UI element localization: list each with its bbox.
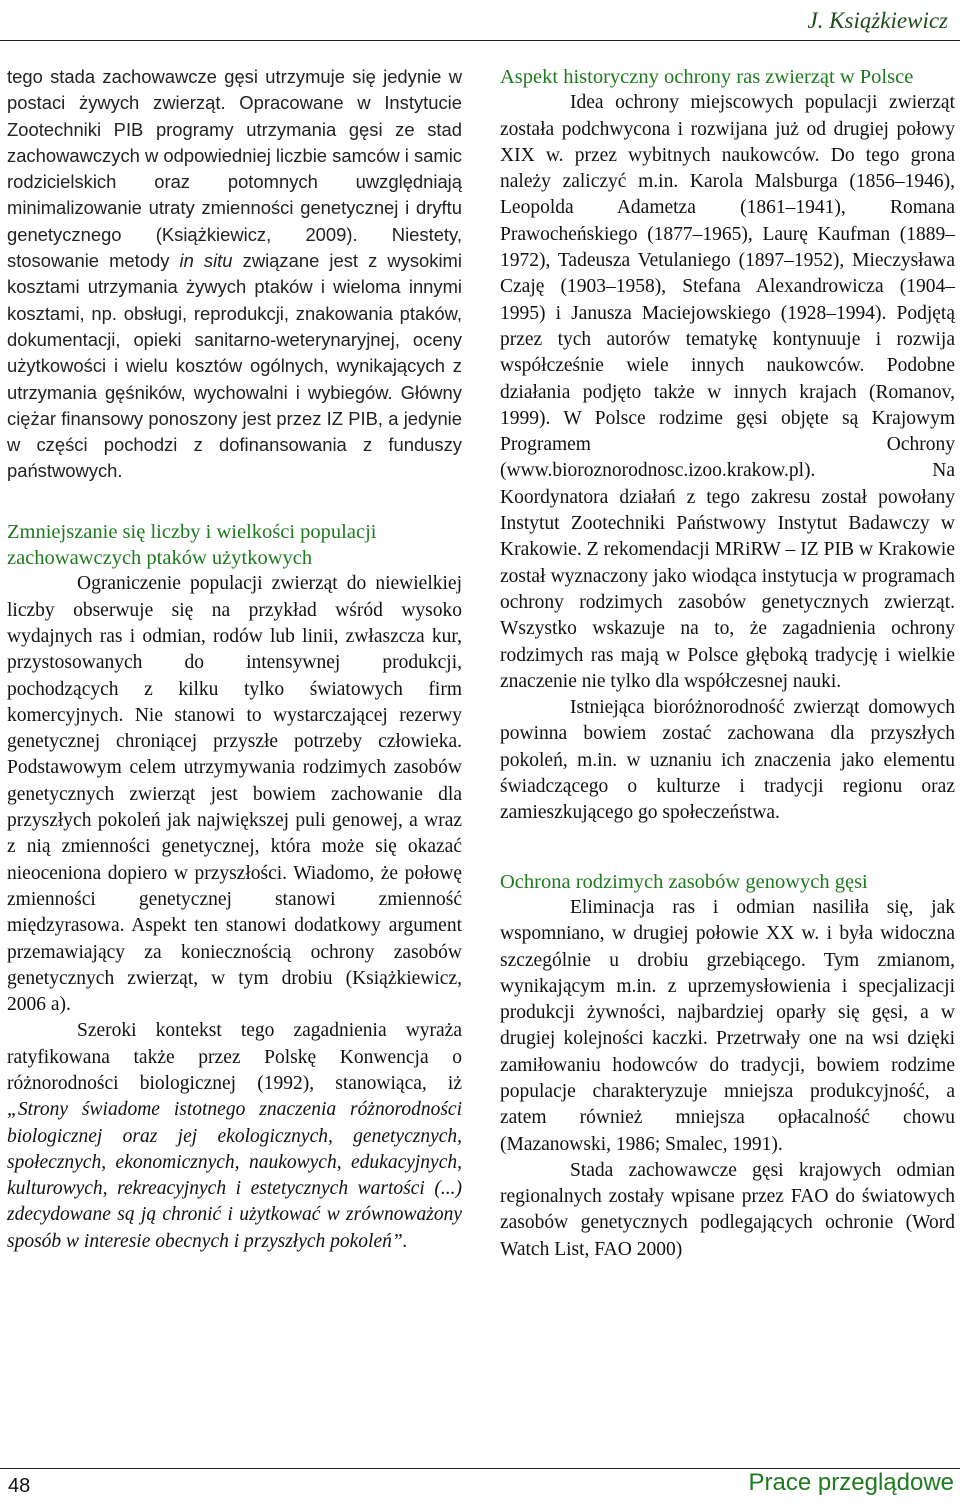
right-paragraph-1: Idea ochrony miejscowych populacji zwierząt została podchwycona i rozwijana już od drugiej połowy XIX w. przez wybitnych naukowców. Do tego grona należy zaliczyć m.in. Karola Malsburga (1856–1946), Leopolda Adametza (1861–1941), Romana Prawocheńskiego (1877–1965), Laurę Kaufman (1889–1972), Tadeusza Vetulaniego (1897–1952), Mieczysława Czaję (1903–1958), Stefana Alexandrowicza (1904–1995) i Janusza Maciejowskiego (1928–1994). Podjętą przez tych autorów tematykę kontynuuje i rozwija współcześnie wiele innych naukowców. Podobne działania podjęto także w innych krajach (Romanov, 1999). W Polsce rodzime gęsi objęte są Krajowym Programem Ochrony (www.bioroznorodnosc.izoo.krakow.pl). Na Koordynatora działań z tego zakresu został powołany Instytut Zootechniki Państwowy Instytut Badawczy w Krakowie. Z rekomendacji MRiRW – IZ PIB w Krakowie został wyznaczony jako wiodąca instytucja w programach ochrony rodzimych zasobów genetycznych zwierząt. Wszystko wskazuje na to, że zagadnienia ochrony rodzimych ras mają w Polsce głęboką tradycję i wielkie znaczenie nie tylko dla współczesnej nauki. [500, 92, 955, 692]
left-paragraph-3 [7, 1018, 462, 1255]
running-header-author: J. Książkiewicz [807, 8, 948, 33]
left-paragraph-1-text: tego stada zachowawcze gęsi utrzymuje się jedynie w postaci żywych zwierząt. Opracowane w Instytucie Zootechniki PIB programy utrzymania gęsi ze stad zachowawczych w odpowiedniej liczbie samców i samic rodzicielskich oraz potomnych uwzględniają minimalizowanie utraty zmienności genetycznej i dryftu genetycznego (Książkiewicz, 2009). Niestety, stosowanie metody [7, 66, 462, 272]
section-heading-populations: Zmniejszanie się liczby i wielkości populacji zachowawczych ptaków użytkowych [7, 520, 377, 570]
left-paragraph-3-text: Szeroki kontekst tego zagadnienia wyraża ratyfikowana także przez Polskę Konwencja o różnorodności biologicznej (1992), stanowiąca, iż [7, 1020, 462, 1094]
right-column [500, 64, 955, 1263]
running-header [0, 8, 960, 41]
left-paragraph-2: Ograniczenie populacji zwierząt do niewielkiej liczby obserwuje się na przykład wśród wysoko wydajnych ras i odmian, rodów lub linii, zwłaszcza kur, przystosowanych do intensywnej produkcji, pochodzących z kilku tylko światowych firm komercyjnych. Nie stanowi to wystarczającej rezerwy genetycznej chroniącej przyszłe potrzeby człowieka. Podstawowym celem utrzymywania rodzimych zasobów genetycznych zwierząt jest bowiem zachowanie dla przyszłych pokoleń jak największej puli genowej, a wraz z nią zmienności genetycznej, która może się okazać nieoceniona dopiero w przyszłości. Wiadomo, że połowę zmienności genetycznej stanowi zmienność międzyrasowa. Aspekt ten stanowi dodatkowy argument przemawiający za koniecznością ochrony zasobów genetycznych zwierząt, w tym drobiu (Książkiewicz, 2006 a). [7, 573, 462, 1016]
left-column [7, 64, 462, 1255]
left-paragraph-3-quote: „Strony świadome istotnego znaczenia różnorodności biologicznej oraz jej ekologicznych, genetycznych, społecznych, ekonomicznych, naukowych, edukacyjnych, kulturowych, rekreacyjnych i estetycznych wartości (...) zdecydowane są ją chronić i użytkować w zrównoważony sposób w interesie obecnych i przyszłych pokoleń”. [7, 1099, 462, 1252]
section-heading-goose-resources: Ochrona rodzimych zasobów genowych gęsi [500, 870, 868, 893]
left-paragraph-1-rest: związane jest z wysokimi kosztami utrzymania żywych ptaków i wieloma innymi kosztami, np. obsługi, reprodukcji, znakowania ptaków, dokumentacji, opieki sanitarno-weterynaryjnej, oceny użytkowości i wielu kosztów ogólnych, wynikających z utrzymania gęśników, wychowalni i wybiegów. Główny ciężar finansowy ponoszony jest przez IZ PIB, a jedynie w części pochodzi z dofinansowania z funduszy państwowych. [7, 250, 462, 482]
left-paragraph-1-italic: in situ [179, 250, 233, 272]
page-number: 48 [8, 1475, 31, 1497]
page-footer [0, 1468, 960, 1509]
left-paragraph-1 [7, 64, 462, 485]
right-paragraph-4: Stada zachowawcze gęsi krajowych odmian regionalnych zostały wpisane przez FAO do światowych zasobów genetycznych podlegających ochronie (Word Watch List, FAO 2000) [500, 1159, 955, 1260]
section-heading-historical: Aspekt historyczny ochrony ras zwierząt w Polsce [500, 66, 914, 88]
right-paragraph-3: Eliminacja ras i odmian nasiliła się, jak wspomniano, w drugiej połowie XX w. i była widoczna szczególnie u drobiu grzebiącego. Tym zmianom, wynikającym m.in. z uprzemysłowienia i specjalizacji produkcji żywności, najbardziej oparły się gęsi, a w drugiej kolejności kaczki. Przetrwały one na wsi dzięki zamiłowaniu hodowców do tradycji, bowiem rodzime populacje charakteryzuje mniejsza produkcyjność, a zatem również mniejsza opłacalność chowu (Mazanowski, 1986; Smalec, 1991). [500, 896, 955, 1155]
section-label: Prace przeglądowe [748, 1469, 954, 1496]
right-paragraph-2: Istniejąca bioróżnorodność zwierząt domowych powinna bowiem zostać zachowana dla przyszłych pokoleń, m.in. w uznaniu ich znaczenia jako elementu świadczącego o kulturze i tradycji regionu oraz zamieszkującego go społeczeństwa. [500, 697, 955, 824]
